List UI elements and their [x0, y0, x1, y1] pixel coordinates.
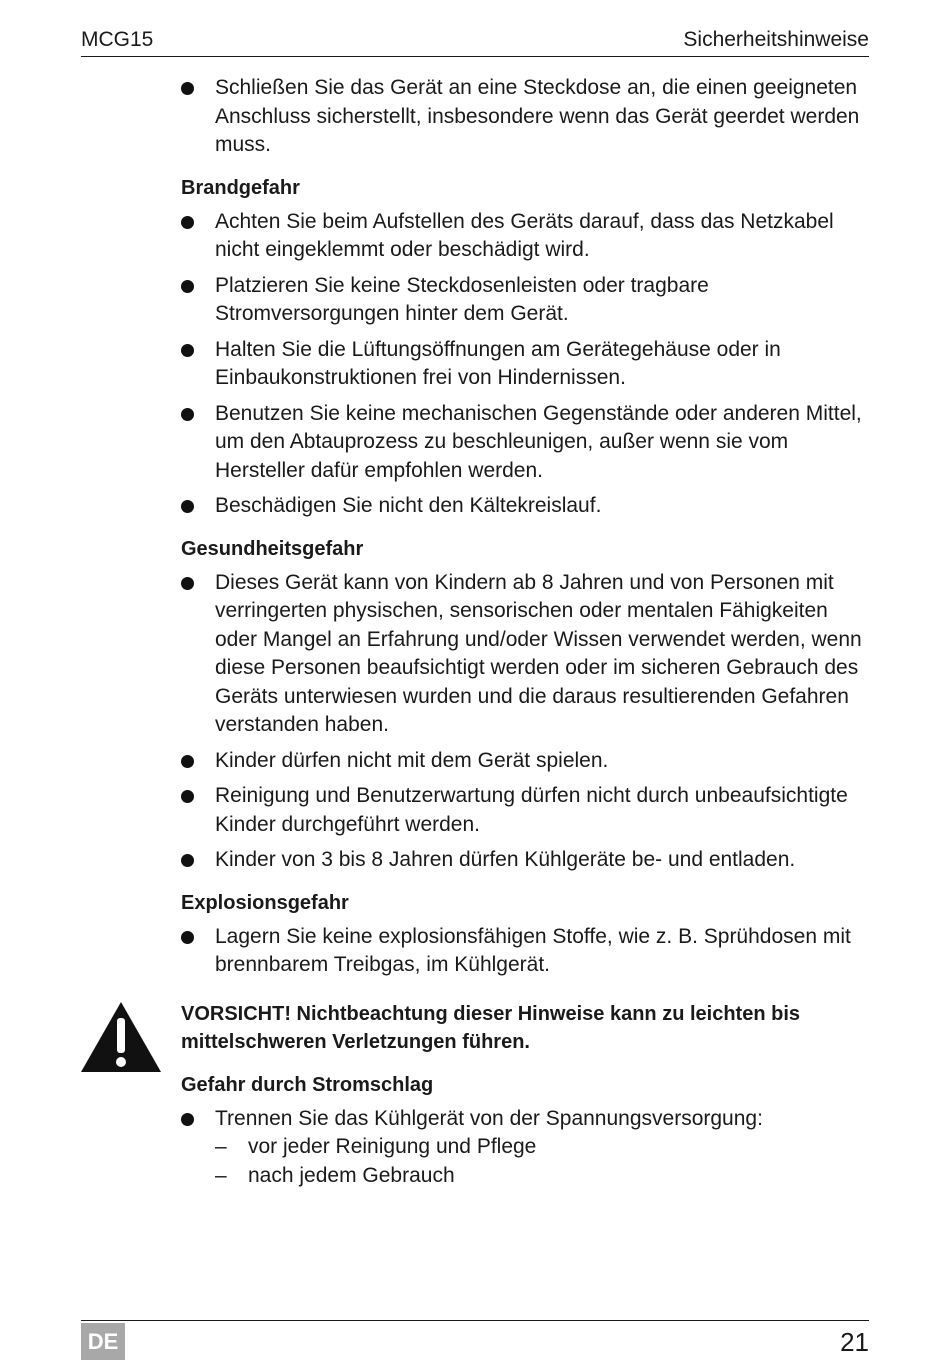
section-heading-strom: Gefahr durch Stromschlag: [181, 1073, 434, 1096]
list-item: [181, 400, 869, 486]
bullet-dot-icon: [181, 82, 194, 95]
sub-list-item: [215, 1162, 869, 1191]
list-item: [181, 74, 869, 160]
list-item: [181, 336, 869, 393]
list-item: [181, 272, 869, 329]
language-badge: DE: [81, 1323, 125, 1360]
bullet-dot-icon: [181, 577, 194, 590]
sub-list-item-text: nach jedem Gebrauch: [248, 1163, 455, 1187]
page-number: 21: [840, 1327, 869, 1357]
list-item: [181, 747, 869, 776]
caution-notice: VORSICHT! Nichtbeachtung dieser Hinweise kann zu leichten bis mittelschweren Verletzungen führen.: [181, 1002, 801, 1053]
warning-triangle-icon: [80, 1000, 162, 1074]
sub-list-item: [215, 1133, 869, 1162]
list-item-text: Platzieren Sie keine Steckdosenleisten oder tragbare Stromversorgungen hinter dem Gerät.: [215, 273, 709, 325]
bullet-dot-icon: [181, 755, 194, 768]
list-item-text: Reinigung und Benutzerwartung dürfen nicht durch unbeaufsichtigte Kinder durchgeführt werden.: [215, 784, 848, 836]
list-item: [181, 782, 869, 839]
list-item-text: Halten Sie die Lüftungsöffnungen am Gerätegehäuse oder in Einbaukonstruktionen frei von Hindernissen.: [215, 337, 781, 389]
bullet-dot-icon: [181, 216, 194, 229]
list-item: [181, 569, 869, 740]
bullet-dot-icon: [181, 790, 194, 803]
main-content: [181, 74, 869, 1190]
section-title: Sicherheitshinweise: [683, 28, 869, 51]
list-item-text: Beschädigen Sie nicht den Kältekreislauf.: [215, 494, 602, 517]
list-item-text: Schließen Sie das Gerät an eine Steckdose an, die einen geeigneten Anschluss sicherstellt, insbesondere wenn das Gerät geerdet werden muss.: [215, 76, 860, 156]
section-heading-explosion: Explosionsgefahr: [181, 891, 349, 914]
list-item-text: Dieses Gerät kann von Kindern ab 8 Jahren und von Personen mit verringerten physischen, sensorischen oder mentalen Fähigkeiten oder Mangel an Erfahrung und/oder Wissen verwendet werden, wenn diese Personen beaufsichtigt werden oder im sicheren Gebrauch des Geräts unterwiesen wurden und die daraus resultierenden Gefahren verstanden haben.: [215, 570, 862, 736]
list-item: [181, 923, 869, 980]
bullet-dot-icon: [181, 500, 194, 513]
list-item-text: Achten Sie beim Aufstellen des Geräts darauf, dass das Netzkabel nicht eingeklemmt oder beschädigt wird.: [215, 209, 834, 261]
list-item-text: Kinder von 3 bis 8 Jahren dürfen Kühlgeräte be- und entladen.: [215, 848, 796, 871]
list-item-text: Lagern Sie keine explosionsfähigen Stoffe, wie z. B. Sprühdosen mit brennbarem Treibgas, im Kühlgerät.: [215, 924, 851, 976]
dash-marker: –: [215, 1135, 227, 1158]
section-heading-gesundheit: Gesundheitsgefahr: [181, 537, 364, 560]
list-item-text: Benutzen Sie keine mechanischen Gegenstände oder anderen Mittel, um den Abtauprozess zu beschleunigen, außer wenn sie vom Hersteller dafür empfohlen werden.: [215, 401, 862, 482]
dash-marker: –: [215, 1163, 227, 1187]
bullet-dot-icon: [181, 1113, 194, 1126]
bullet-dot-icon: [181, 854, 194, 867]
bullet-dot-icon: [181, 408, 194, 421]
list-item: [181, 208, 869, 265]
bullet-dot-icon: [181, 280, 194, 293]
section-heading-brand: Brandgefahr: [181, 176, 300, 199]
page-header: [81, 22, 869, 57]
list-item: [181, 492, 869, 521]
bullet-dot-icon: [181, 931, 194, 944]
sub-list-item-text: vor jeder Reinigung und Pflege: [248, 1135, 537, 1158]
model-name: MCG15: [81, 28, 154, 51]
list-item-text: Trennen Sie das Kühlgerät von der Spannungsversorgung:: [215, 1106, 763, 1130]
page-footer: [81, 1320, 869, 1363]
list-item: [181, 846, 869, 875]
list-item-text: Kinder dürfen nicht mit dem Gerät spielen.: [215, 748, 609, 772]
bullet-dot-icon: [181, 344, 194, 357]
list-item: [181, 1105, 869, 1191]
